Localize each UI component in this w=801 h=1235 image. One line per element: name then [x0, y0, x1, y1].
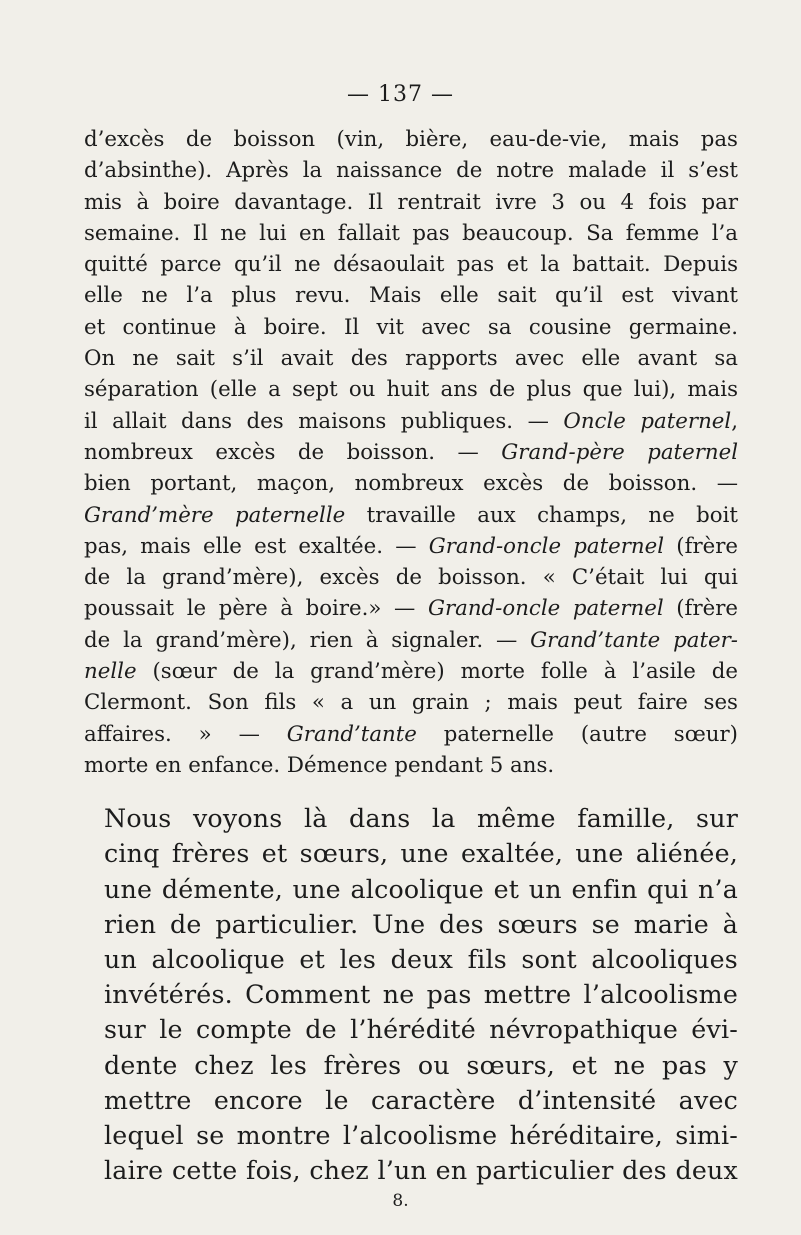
text-line: et continue à boire. Il vit avec sa cousine germaine. — [84, 314, 738, 340]
text-line: laire cette fois, chez l’un en particulier des deux — [104, 1156, 738, 1186]
text-segment: de la grand’mère), rien à signaler. — — [84, 627, 531, 653]
italic-term: Grand-oncle paternel — [428, 533, 665, 559]
text-line: bien portant, maçon, nombreux excès de boisson. — — [84, 471, 738, 497]
text-segment: affaires. » — — [84, 721, 287, 747]
text-line: sur le compte de l’hérédité névropathique évi- — [104, 1015, 738, 1045]
text-segment: nombreux excès de boisson. — — [84, 439, 502, 465]
text-segment: (frère — [663, 596, 739, 622]
text-line: rien de particulier. Une des sœurs se marie à — [104, 909, 738, 939]
text-line: dente chez les frères ou sœurs, et ne pas y — [104, 1050, 738, 1080]
text-line: lequel se montre l’alcoolisme héréditaire, simi- — [104, 1121, 738, 1151]
paragraph-case-history — [84, 124, 738, 781]
signature-mark: 8. — [392, 1191, 409, 1211]
text-line: quitté parce qu’il ne désaoulait pas et la battait. Depuis — [84, 252, 738, 278]
text-line: un alcoolique et les deux fils sont alcooliques — [104, 945, 738, 975]
text-segment: poussait le père à boire.» — — [84, 596, 428, 622]
text-line: d’absinthe). Après la naissance de notre malade il s’est — [84, 158, 738, 184]
text-line: cinq frères et sœurs, une exaltée, une aliénée, — [104, 839, 738, 869]
text-line: une démente, une alcoolique et un enfin qui n’a — [104, 874, 738, 904]
text-line: mettre encore le caractère d’intensité avec — [104, 1085, 738, 1115]
paragraph-commentary — [84, 801, 738, 1188]
text-line — [84, 719, 738, 750]
italic-term: Oncle paternel — [563, 408, 732, 434]
text-line: d’excès de boisson (vin, bière, eau-de-vie, mais pas — [84, 127, 738, 152]
text-line: mis à boire davantage. Il rentrait ivre 3 ou 4 fois par — [84, 189, 738, 215]
text-segment: pas, mais elle est exaltée. — — [84, 533, 429, 559]
italic-term: Grand-oncle paternel — [427, 596, 664, 622]
text-line: semaine. Il ne lui en fallait pas beaucoup. Sa femme l’a — [84, 220, 738, 246]
text-line: morte en enfance. Démence pendant 5 ans. — [84, 752, 555, 778]
text-segment: , — [731, 408, 738, 434]
text-segment: il allait dans des maisons publiques. — — [84, 408, 564, 434]
text-line: de la grand’mère), excès de boisson. « C’était lui qui — [84, 565, 738, 591]
text-line: invétérés. Comment ne pas mettre l’alcoolisme — [104, 980, 738, 1010]
text-line: Nous voyons là dans la même famille, sur — [104, 804, 738, 834]
page-number: — 137 — — [347, 82, 454, 107]
italic-term: Grand’tante pater- — [530, 627, 739, 653]
italic-term: Grand’tante — [286, 721, 417, 747]
text-line — [84, 437, 738, 468]
italic-term: Grand’mère paternelle — [84, 502, 346, 528]
text-line: On ne sait s’il avait des rapports avec elle avant sa — [84, 346, 738, 372]
text-segment: paternelle (autre sœur) — [416, 721, 738, 747]
text-line — [84, 531, 738, 562]
italic-term: nelle — [84, 659, 137, 685]
text-line — [84, 406, 738, 437]
text-line — [84, 625, 738, 656]
text-line — [84, 656, 738, 687]
italic-term: Grand-père paternel — [501, 439, 739, 465]
text-line: elle ne l’a plus revu. Mais elle sait qu’il est vivant — [84, 283, 738, 309]
text-line: Clermont. Son fils « a un grain ; mais peut faire ses — [84, 690, 738, 716]
text-line — [84, 593, 738, 624]
text-segment: travaille aux champs, ne boit — [345, 502, 738, 528]
text-line — [84, 500, 738, 531]
text-segment: (frère — [664, 533, 739, 559]
text-line: séparation (elle a sept ou huit ans de plus que lui), mais — [84, 377, 738, 403]
text-segment: (sœur de la grand’mère) morte folle à l’asile de — [136, 659, 738, 685]
page-body — [84, 124, 738, 1188]
